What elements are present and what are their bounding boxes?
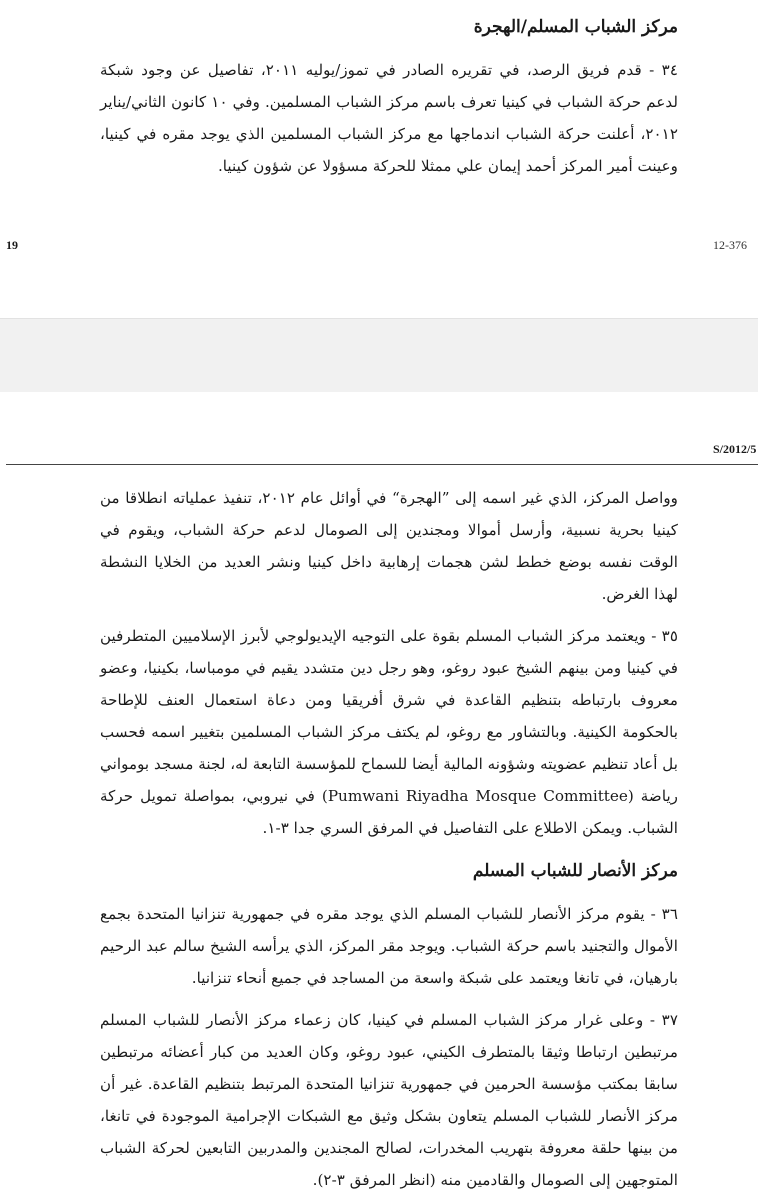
document-page-top [0, 0, 758, 318]
paragraph-35: ٣٥ - ويعتمد مركز الشباب المسلم بقوة على التوجيه الإيديولوجي لأبرز الإسلاميين المتطرفين في كينيا ومن بينهم الشيخ عبود روغو، وهو رجل دين متشدد يقيم في مومباسا، بكينيا، وعضو معروف بارتباطه بتنظيم القاعدة في شرق أفريقيا ومن دعاة استعمال العنف للإطاحة بالحكومة الكينية. وبالتشاور مع روغو، لم يكتف مركز الشباب المسلمين بتغيير اسمه فحسب بل أعاد تنظيم عضويته وشؤونه المالية أيضا للسماح للمؤسسة التابعة له، لجنة مسجد بومواني رياضة (Pumwani Riyadha Mosque Committee) في نيروبي، بمواصلة تمويل حركة الشباب. ويمكن الاطلاع على التفاصيل في المرفق السري جدا ٣-١. [100, 627, 679, 837]
footer-doc-number: 12-376 [713, 238, 747, 252]
page-top-content [100, 12, 678, 182]
paragraph-continued: وواصل المركز، الذي غير اسمه إلى ”الهجرة“ في أوائل عام ٢٠١٢، تنفيذ عملياته انطلاقا من كينيا بحرية نسبية، وأرسل أموالا ومجندين إلى الصومال لدعم حركة الشباب، ويقوم في الوقت نفسه بوضع خطط لشن هجمات إرهابية داخل كينيا ونشر العديد من الخلايا النشطة لهذا الغرض. [100, 489, 678, 603]
paragraph-37: ٣٧ - وعلى غرار مركز الشباب المسلم في كينيا، كان زعماء مركز الأنصار للشباب المسلم مرتبطين ارتباطا وثيقا بالمتطرف الكيني، عبود روغو، وكان العديد من كبار أعضائه مرتبطين سابقا بمكتب مؤسسة الحرمين في جمهورية تنزانيا المتحدة المرتبط بتنظيم القاعدة. غير أن مركز الأنصار للشباب المسلم يتعاون بشكل وثيق مع الشبكات الإجرامية الموجودة في تانغا، من بينها حلقة معروفة بتهريب المخدرات، لصالح المجندين والمدربين التابعين لحركة الشباب المتوجهين إلى الصومال والقادمين منه (انظر المرفق ٣-٢). [100, 1011, 678, 1189]
paragraph-34: ٣٤ - قدم فريق الرصد، في تقريره الصادر في تموز/يوليه ٢٠١١، تفاصيل عن وجود شبكة لدعم حركة الشباب في كينيا تعرف باسم مركز الشباب المسلمين. وفي ١٠ كانون الثاني/يناير ٢٠١٢، أعلنت حركة الشباب اندماجها مع مركز الشباب المسلمين الذي يوجد مقره في كينيا، وعينت أمير المركز أحمد إيمان علي ممثلا للحركة مسؤولا عن شؤون كينيا. [100, 61, 679, 175]
page-bottom-content [100, 482, 678, 1196]
footer-page-number: 19 [6, 238, 18, 252]
header-rule [6, 464, 758, 465]
page-separator [0, 318, 758, 394]
section-heading-ansar-muslim-youth-center: مركز الأنصار للشباب المسلم [472, 861, 678, 881]
header-doc-symbol: S/2012/5 [713, 442, 757, 456]
section-heading-muslim-youth-center: مركز الشباب المسلم/الهجرة [473, 17, 678, 37]
paragraph-36: ٣٦ - يقوم مركز الأنصار للشباب المسلم الذي يوجد مقره في جمهورية تنزانيا المتحدة بجمع الأموال والتجنيد باسم حركة الشباب. ويوجد مقر المركز، الذي يرأسه الشيخ سالم عبد الرحيم بارهيان، في تانغا ويعتمد على شبكة واسعة من المساجد في جميع أنحاء تنزانيا. [100, 905, 678, 987]
document-page-bottom [0, 392, 758, 1200]
